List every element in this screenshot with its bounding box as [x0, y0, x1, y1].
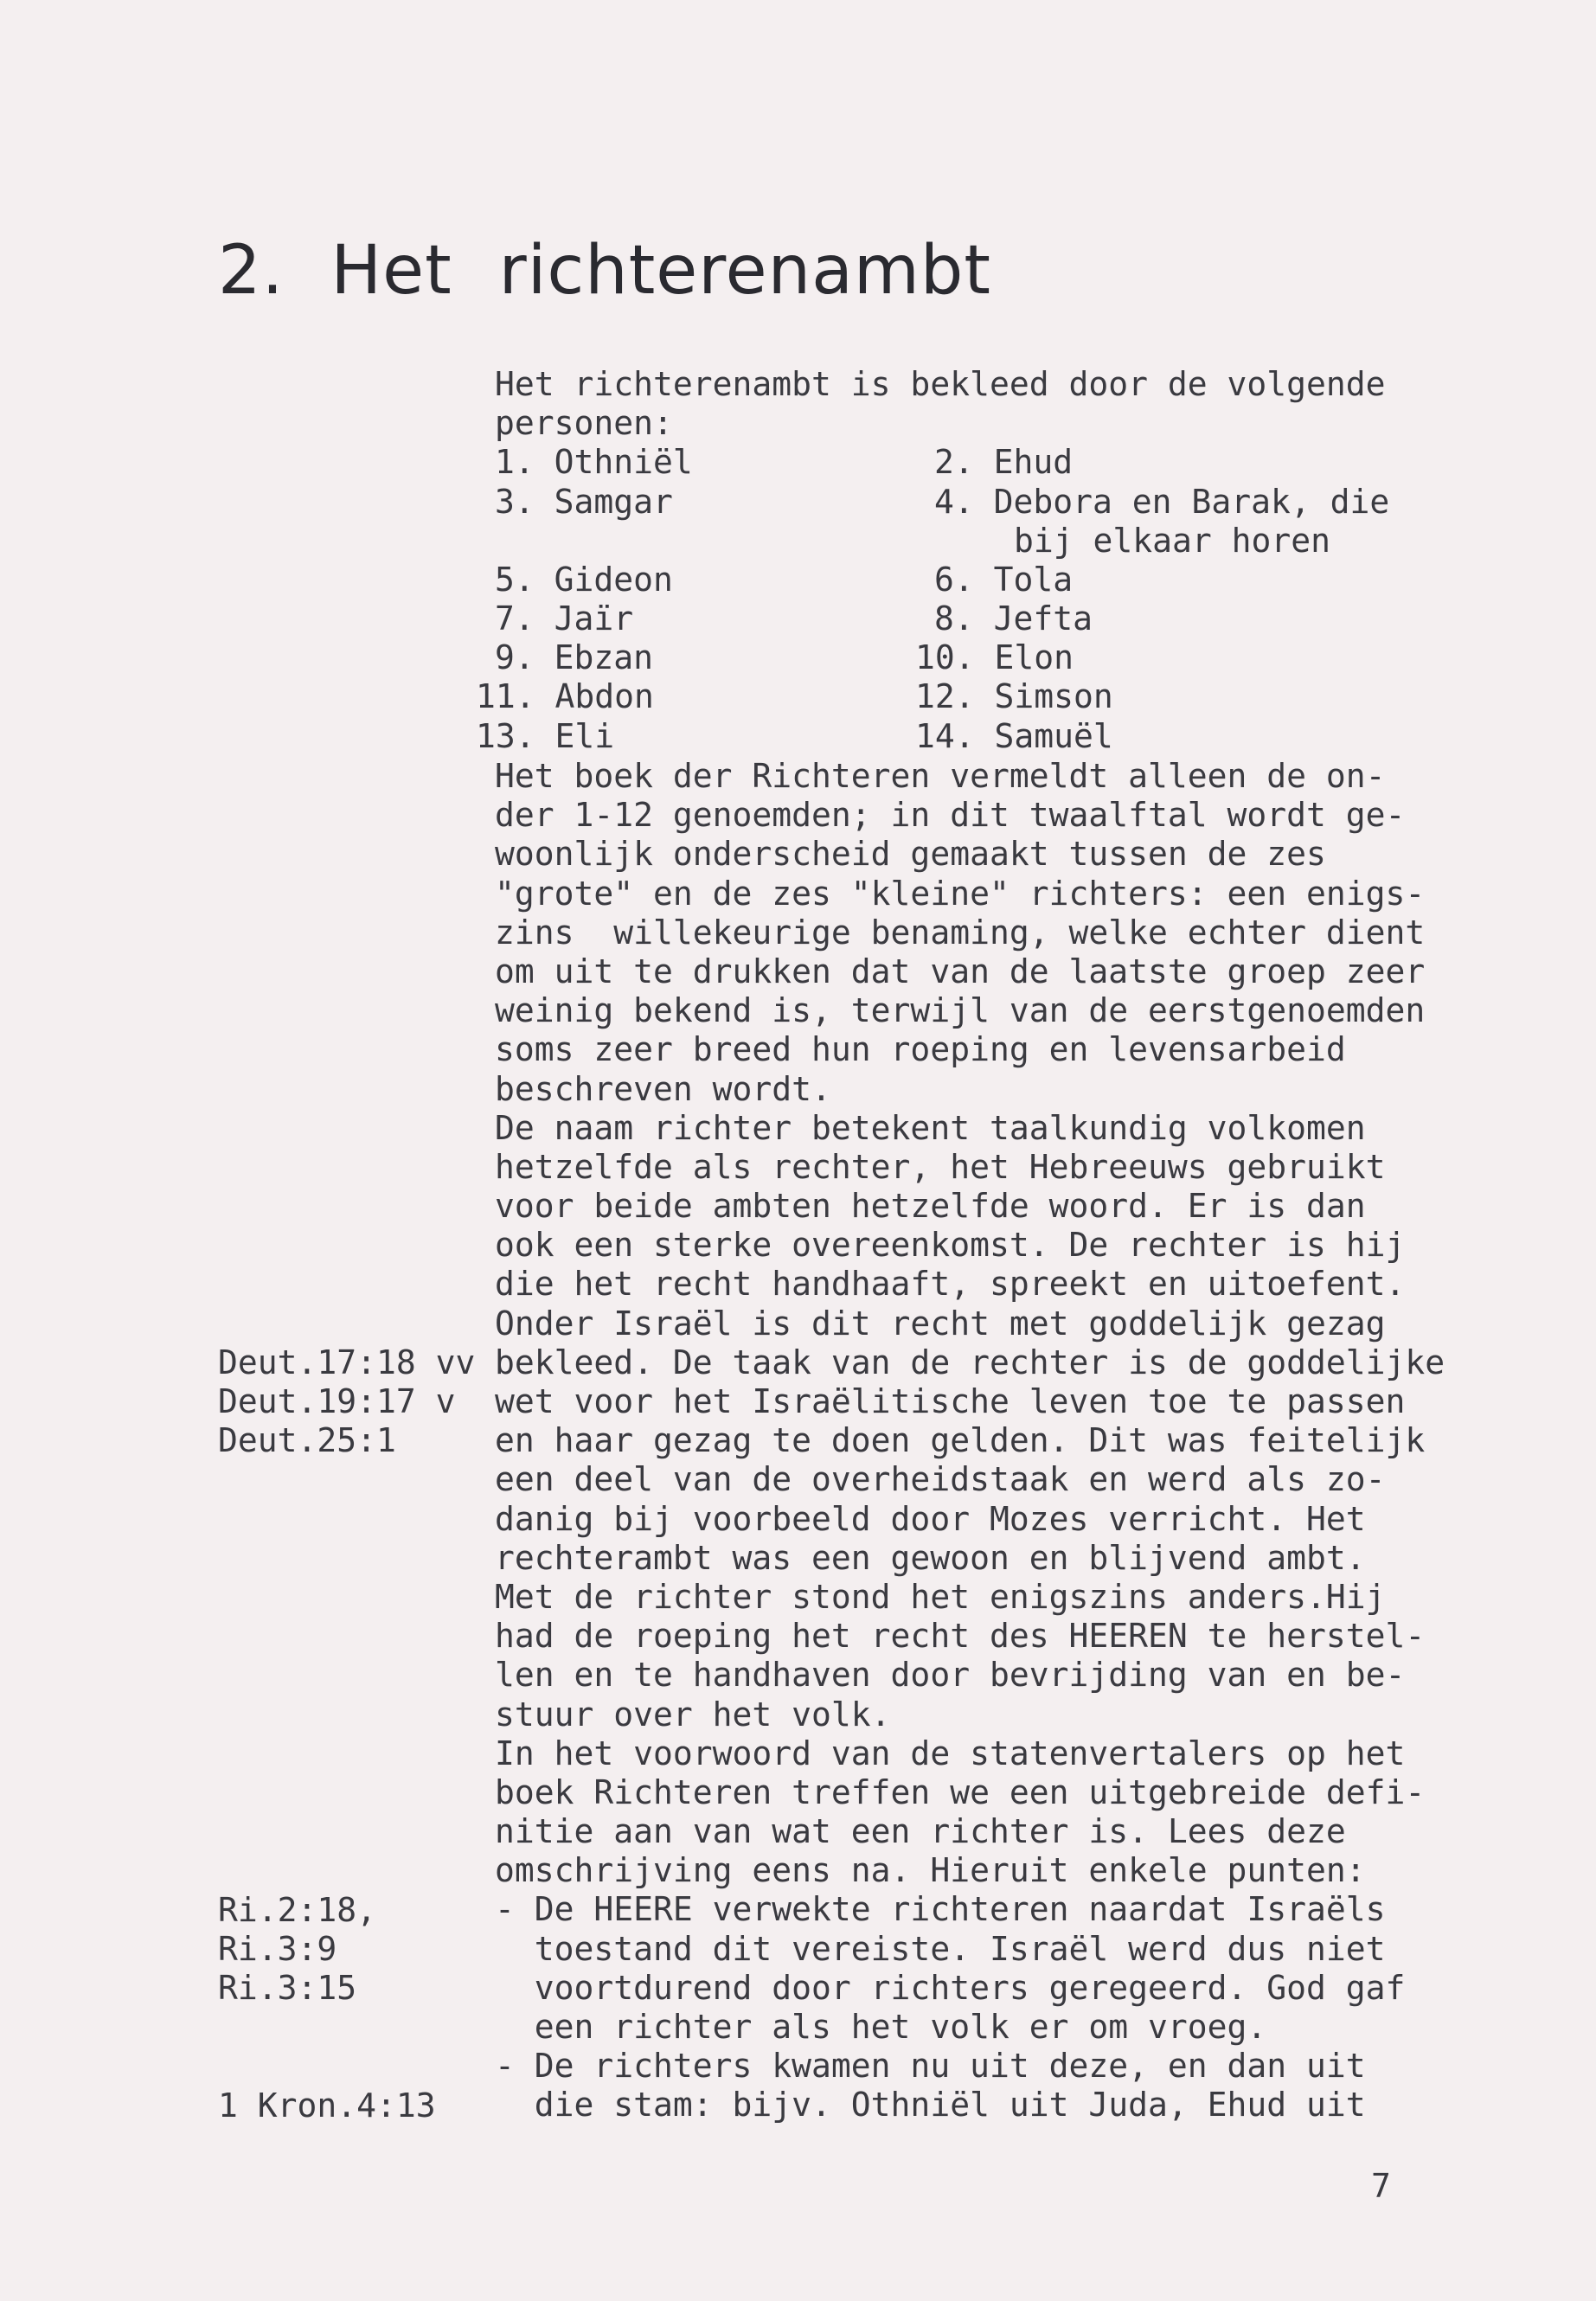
- list-item: 12. Simson: [915, 677, 1113, 715]
- list-item-continuation: bij elkaar horen: [1014, 522, 1331, 560]
- list-item: 6. Tola: [934, 561, 1074, 599]
- list-item: 4. Debora en Barak, die: [934, 483, 1390, 521]
- text-line: een deel van de overheidstaak en werd als zo-: [495, 1460, 1386, 1499]
- text-line: danig bij voorbeeld door Mozes verricht. Het: [495, 1499, 1366, 1538]
- intro-line: personen:: [495, 404, 673, 443]
- text-line: die stam: bijv. Othniël uit Juda, Ehud uit: [495, 2086, 1366, 2125]
- text-line: had de roeping het recht des HEEREN te herstel-: [495, 1617, 1426, 1656]
- text-line: "grote" en de zes "kleine" richters: een enigs-: [495, 874, 1426, 913]
- list-item: 8. Jefta: [934, 599, 1093, 638]
- title-word-1: Het: [330, 232, 452, 310]
- margin-reference: 1 Kron.4:13: [218, 2086, 436, 2125]
- margin-reference: Deut.17:18 vv: [218, 1343, 476, 1381]
- list-item: 10. Elon: [915, 638, 1074, 676]
- text-line: beschreven wordt.: [495, 1069, 831, 1108]
- text-line: Het boek der Richteren vermeldt alleen de on-: [495, 757, 1386, 795]
- text-line: len en te handhaven door bevrijding van en be-: [495, 1656, 1406, 1695]
- margin-reference: Ri.3:9: [218, 1930, 337, 1968]
- text-line: rechterambt was een gewoon en blijvend ambt.: [495, 1538, 1366, 1577]
- page-number: 7: [1371, 2167, 1391, 2205]
- text-line: die het recht handhaaft, spreekt en uitoefent.: [495, 1265, 1406, 1304]
- margin-reference: Ri.2:18,: [218, 1890, 377, 1929]
- page-title: [218, 232, 991, 310]
- text-line: ook een sterke overeenkomst. De rechter is hij: [495, 1226, 1406, 1265]
- chapter-number: 2.: [218, 232, 285, 310]
- text-line: stuur over het volk.: [495, 1695, 891, 1734]
- list-item: 7. Jaïr: [495, 599, 634, 638]
- text-line: nitie aan van wat een richter is. Lees deze: [495, 1812, 1346, 1851]
- text-line: hetzelfde als rechter, het Hebreeuws gebruikt: [495, 1147, 1386, 1186]
- text-line: zins willekeurige benaming, welke echter dient: [495, 913, 1426, 952]
- main-paragraphs: [495, 757, 1455, 2125]
- text-line: een richter als het volk er om vroeg.: [495, 2008, 1267, 2046]
- text-line: der 1-12 genoemden; in dit twaalftal wordt ge-: [495, 796, 1406, 835]
- list-item: 13. Eli: [476, 717, 615, 755]
- text-line: soms zeer breed hun roeping en levensarbeid: [495, 1030, 1346, 1069]
- text-line: In het voorwoord van de statenvertalers op het: [495, 1734, 1406, 1772]
- text-line: voor beide ambten hetzelfde woord. Er is dan: [495, 1187, 1366, 1226]
- margin-reference: Ri.3:15: [218, 1969, 357, 2008]
- list-item: 1. Othniël: [495, 443, 693, 481]
- margin-reference: Deut.19:17 v: [218, 1382, 456, 1421]
- text-line: en haar gezag te doen gelden. Dit was feitelijk: [495, 1421, 1426, 1460]
- text-line: boek Richteren treffen we een uitgebreide defi-: [495, 1772, 1426, 1811]
- text-line: - De richters kwamen nu uit deze, en dan uit: [495, 2047, 1366, 2086]
- intro-line: Het richterenambt is bekleed door de volgende: [495, 365, 1386, 403]
- text-line: Onder Israël is dit recht met goddelijk gezag: [495, 1304, 1386, 1343]
- text-line: om uit te drukken dat van de laatste groep zeer: [495, 952, 1426, 990]
- text-line: woonlijk onderscheid gemaakt tussen de zes: [495, 835, 1326, 874]
- margin-reference: Deut.25:1: [218, 1421, 396, 1460]
- list-item: 9. Ebzan: [495, 638, 654, 676]
- title-word-2: richterenambt: [498, 232, 991, 310]
- list-item: 2. Ehud: [934, 443, 1074, 481]
- list-item: 5. Gideon: [495, 561, 673, 599]
- list-item: 14. Samuël: [915, 717, 1113, 755]
- text-line: Met de richter stond het enigszins anders.Hij: [495, 1577, 1386, 1616]
- text-line: weinig bekend is, terwijl van de eerstgenoemden: [495, 991, 1426, 1030]
- body-text: [495, 365, 1455, 443]
- text-line: bekleed. De taak van de rechter is de goddelijke: [495, 1343, 1445, 1381]
- text-line: - De HEERE verwekte richteren naardat Israëls: [495, 1890, 1386, 1929]
- text-line: wet voor het Israëlitische leven toe te passen: [495, 1382, 1406, 1420]
- list-item: 11. Abdon: [476, 677, 654, 715]
- text-line: toestand dit vereiste. Israël werd dus niet: [495, 1929, 1386, 1968]
- text-line: voortdurend door richters geregeerd. God gaf: [495, 1968, 1406, 2007]
- list-item: 3. Samgar: [495, 483, 673, 521]
- text-line: De naam richter betekent taalkundig volkomen: [495, 1108, 1366, 1147]
- text-line: omschrijving eens na. Hieruit enkele punten:: [495, 1851, 1366, 1890]
